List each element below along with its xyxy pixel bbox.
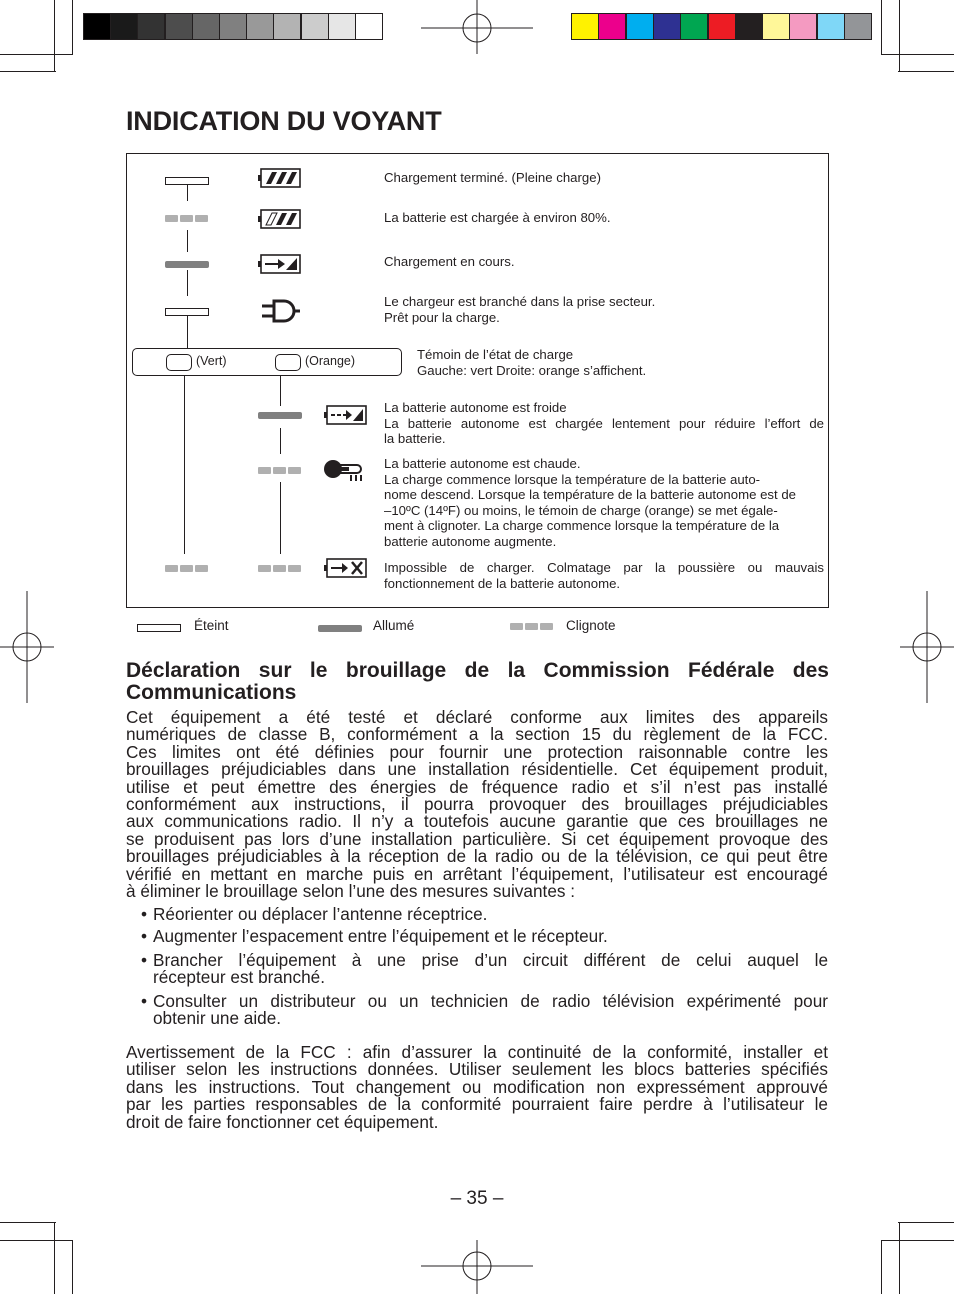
color-swatch <box>626 13 654 40</box>
hot-line6: batterie autonome augmente. <box>384 533 557 549</box>
color-swatch <box>571 13 599 40</box>
cold-line3: la batterie. <box>384 431 446 446</box>
connector-line <box>187 230 188 252</box>
bullet-line: Réorienter ou déplacer l’antenne réceptrice. <box>153 904 488 924</box>
bullet-line: Augmenter l’espacement entre l’équipement et le récepteur. <box>153 926 608 946</box>
hot-line4: –10ºC (14ºF) ou moins, le témoin de charge (orange) se met égale- <box>384 502 778 518</box>
paragraph-line: Avertissement de la FCC : afin d’assurer la continuité de la conformité, installer et <box>126 1042 828 1062</box>
fcc-warning <box>126 1044 828 1131</box>
paragraph-line: utiliser selon les instructions données. Utiliser seulement les blocs batteries spécifiés <box>126 1059 828 1080</box>
connector-line <box>280 428 281 454</box>
connector-line <box>187 316 188 348</box>
paragraph-line: utilise et peut émettre des énergies de fréquence radio et s’il n’est pas installé <box>126 776 828 797</box>
color-swatch <box>680 13 708 40</box>
bullet-text <box>153 952 828 987</box>
indicator-blink <box>258 467 302 474</box>
hot-line5: ment à clignoter. La charge commence lorsque la température de la <box>384 518 780 533</box>
grayscale-swatch <box>219 13 247 40</box>
indicator-blink <box>165 565 209 572</box>
paragraph-line: numériques de classe B, conformément a la section 15 du règlement de la FCC. <box>126 724 828 745</box>
row-charging-text: Chargement en cours. <box>384 254 515 269</box>
cold-line1: La batterie autonome est froide <box>384 400 567 415</box>
bullet-line: Consulter un distributeur ou un technicien de radio télévision expérimenté pour <box>153 991 828 1011</box>
paragraph-line: aux communications radio. Il n’y a toutefois aucune garantie que ces brouillages ne <box>126 811 828 832</box>
bullet-text <box>153 906 828 923</box>
legend-off-label: Éteint <box>194 618 229 633</box>
green-label: (Vert) <box>196 354 227 368</box>
bullet-line: Brancher l’équipement à une prise d’un circuit différent de celui auquel le <box>153 950 828 970</box>
fcc-bullet-item <box>141 928 828 945</box>
indicator-off <box>165 177 209 185</box>
connector-line <box>280 482 281 554</box>
page-number: – 35 – <box>450 1188 504 1209</box>
cold-text <box>384 400 824 447</box>
status-legend-line1: Témoin de l’état de charge <box>417 347 574 362</box>
fcc-heading-line2: Communications <box>126 681 297 704</box>
row-80-text: La batterie est chargée à environ 80%. <box>384 210 611 225</box>
grayscale-swatch <box>273 13 301 40</box>
plug-icon <box>260 298 300 324</box>
paragraph-line: conformément aux instructions, il pourra provoquer des brouillages préjudiciables <box>126 794 828 815</box>
color-swatch <box>598 13 626 40</box>
paragraph-line: à éliminer le brouillage selon l’une des mesures suivantes : <box>126 881 576 902</box>
color-swatch <box>762 13 790 40</box>
battery-full-icon <box>258 168 302 188</box>
status-legend-line2: Gauche: vert Droite: orange s’affichent. <box>417 362 647 378</box>
bullet-text <box>153 928 828 945</box>
orange-label: (Orange) <box>305 354 356 368</box>
legend-on-swatch <box>318 625 362 632</box>
error-line2: fonctionnement de la batterie autonome. <box>384 575 621 591</box>
bullet-line: obtenir une aide. <box>153 1008 282 1029</box>
row-plug-line2: Prêt pour la charge. <box>384 309 500 325</box>
color-swatch <box>735 13 763 40</box>
error-line1: Impossible de charger. Colmatage par la poussière ou mauvais <box>384 560 824 575</box>
fcc-bullet-item <box>141 993 828 1028</box>
bullet-dot: • <box>141 904 148 924</box>
grayscale-swatch <box>83 13 111 40</box>
color-swatch <box>708 13 736 40</box>
fcc-bullet-item <box>141 952 828 987</box>
grayscale-swatch <box>165 13 193 40</box>
paragraph-line: Cet équipement a été testé et déclaré conforme aux limites des appareils <box>126 707 828 727</box>
error-text <box>384 560 824 591</box>
paragraph-line: brouillages préjudiciables à la réception de la radio ou de la télévision, ce qui peut être <box>126 846 828 867</box>
grayscale-swatch <box>110 13 138 40</box>
row-full-text: Chargement terminé. (Pleine charge) <box>384 170 601 185</box>
connector-line <box>187 270 188 296</box>
fcc-heading-line1: Déclaration sur le brouillage de la Commission Fédérale des <box>126 659 829 682</box>
grayscale-swatch <box>192 13 220 40</box>
grayscale-swatch <box>301 13 329 40</box>
indicator-on <box>165 261 209 268</box>
legend-off-swatch <box>137 624 181 632</box>
indicator-blink <box>258 565 302 572</box>
cold-battery-icon <box>324 405 368 425</box>
green-led <box>166 354 192 371</box>
grayscale-swatch <box>246 13 274 40</box>
color-swatch <box>653 13 681 40</box>
bullet-text <box>153 993 828 1028</box>
row-plug-text <box>384 294 655 325</box>
connector-line <box>187 185 188 201</box>
hot-line2: La charge commence lorsque la température de la batterie auto- <box>384 471 761 487</box>
fcc-bullet-item <box>141 906 828 923</box>
hot-line1: La batterie autonome est chaude. <box>384 456 581 471</box>
battery-80-icon <box>258 209 302 229</box>
legend-blink-swatch <box>510 623 554 630</box>
fcc-paragraph <box>126 709 828 900</box>
paragraph-line: vérifié en mettant en marche puis en arrêtant l’équipement, l’utilisateur est encouragé <box>126 863 828 884</box>
hot-text <box>384 456 824 549</box>
battery-error-icon <box>324 558 368 578</box>
grayscale-swatch <box>355 13 383 40</box>
paragraph-line: Ces limites ont été définies pour fournir une protection raisonnable contre les <box>126 741 828 762</box>
fcc-heading <box>126 660 829 704</box>
status-legend-text <box>417 347 646 378</box>
green-connector <box>184 376 185 554</box>
bullet-dot: • <box>141 926 148 946</box>
paragraph-line: droit de faire fonctionner cet équipement. <box>126 1111 439 1132</box>
battery-charging-icon <box>258 254 302 274</box>
orange-led <box>275 354 301 371</box>
grayscale-swatch <box>328 13 356 40</box>
bullet-dot: • <box>141 991 148 1011</box>
bullet-dot: • <box>141 950 148 970</box>
paragraph-line: se produisent pas lors d’une installation particulière. Si cet équipement provoque des <box>126 828 828 849</box>
paragraph-line: dans les instructions. Tout changement ou modification non expressément approuvé <box>126 1076 828 1097</box>
hot-line3: nome descend. Lorsque la température de la batterie autonome est de <box>384 487 797 502</box>
indicator-blink <box>165 215 209 222</box>
paragraph-line: brouillages préjudiciables dans une installation résidentielle. Cet équipement produit, <box>126 759 828 780</box>
orange-connector <box>280 376 281 406</box>
paragraph-line: par les parties responsables de la conformité pourraient faire perdre à l’utilisateur le <box>126 1094 828 1115</box>
color-swatch <box>789 13 817 40</box>
row-plug-line1: Le chargeur est branché dans la prise secteur. <box>384 294 656 309</box>
legend-blink-label: Clignote <box>566 618 616 633</box>
status-led-legend <box>132 348 402 376</box>
cold-line2: La batterie autonome est chargée lentement pour réduire l’effort de <box>384 415 824 431</box>
thermometer-icon <box>323 456 369 484</box>
legend-on-label: Allumé <box>373 618 415 633</box>
indicator-on <box>258 412 302 419</box>
page-title: INDICATION DU VOYANT <box>126 106 442 136</box>
color-swatch <box>844 13 872 40</box>
color-swatch <box>817 13 845 40</box>
indicator-off <box>165 308 209 316</box>
grayscale-swatch <box>137 13 165 40</box>
bullet-line: récepteur est branché. <box>153 967 325 988</box>
